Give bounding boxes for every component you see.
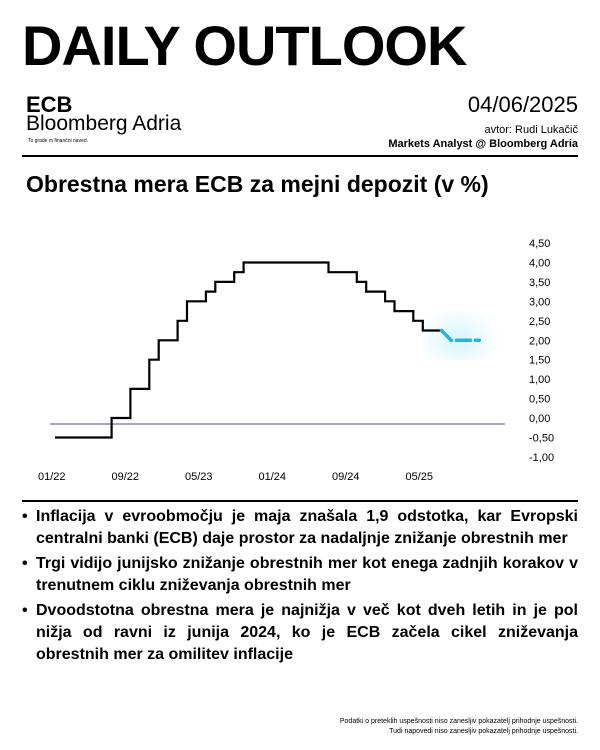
y-tick-label: 3,00 xyxy=(529,296,551,309)
x-tick-label: 05/25 xyxy=(405,471,434,483)
y-tick-label: 4,50 xyxy=(529,238,551,250)
y-tick-label: 1,00 xyxy=(529,374,551,387)
y-tick-label: -1,00 xyxy=(529,451,555,464)
x-tick-label: 05/23 xyxy=(185,471,213,483)
brand-tagline: To grade m finančni naved. xyxy=(28,138,89,144)
x-tick-label: 01/24 xyxy=(258,471,287,483)
disclaimer xyxy=(340,717,578,737)
chart-divider xyxy=(22,500,578,502)
disclaimer-line: Podatki o preteklih uspešnosti niso zanesljiv pokazatelj prihodnje uspešnosti. xyxy=(339,718,578,725)
bullet-item: • Trgi vidijo junijsko znižanje obrestnih mer kot enega zadnjih korakov v trenutnem ciklu zniževanja obrestnih mer xyxy=(22,553,578,597)
bullet-item: • Dvoodstotna obrestna mera je najnižja v več kot dveh letih in je pol nižja od ravni iz junija 2024, ko je ECB začela cikel zniževanja obrestnih mer za omilitev inflacije xyxy=(22,600,578,666)
y-tick-label: 3,50 xyxy=(529,276,551,289)
y-tick-label: 0,00 xyxy=(529,413,551,426)
x-tick-label: 09/22 xyxy=(111,471,140,483)
bullet-item: • Inflacija v evroobmočju je maja znašala 1,9 odstotka, kar Evropski centralni banki (ECB) daje prostor za nadaljnje znižanje obrestnih mer xyxy=(22,506,578,550)
y-tick-label: 1,50 xyxy=(529,354,551,367)
brand-name: Bloomberg Adria xyxy=(26,112,182,135)
publication-date: 04/06/2025 xyxy=(467,92,578,117)
rate-line-chart xyxy=(0,230,600,490)
disclaimer-line: Tudi napovedi niso zanesljiv pokazatelj prihodnje uspešnosti. xyxy=(389,728,578,735)
author-role: Markets Analyst @ Bloomberg Adria xyxy=(388,138,578,150)
x-tick-label: 09/24 xyxy=(332,471,360,483)
y-tick-label: 4,00 xyxy=(529,257,551,270)
y-tick-label: 2,50 xyxy=(529,315,551,328)
y-tick-label: 0,50 xyxy=(529,393,551,406)
rate-series-line xyxy=(55,263,442,438)
bullet-list xyxy=(22,506,578,669)
topic-label: ECB xyxy=(26,92,73,117)
headline: DAILY OUTLOOK xyxy=(22,14,467,77)
author-name: avtor: Rudi Lukačič xyxy=(484,124,578,136)
header-divider xyxy=(22,155,578,157)
y-tick-label: 2,00 xyxy=(529,335,551,348)
y-tick-label: -0,50 xyxy=(529,432,555,445)
chart-title: Obrestna mera ECB za mejni depozit (v %) xyxy=(26,171,489,197)
x-tick-label: 01/22 xyxy=(38,471,66,483)
